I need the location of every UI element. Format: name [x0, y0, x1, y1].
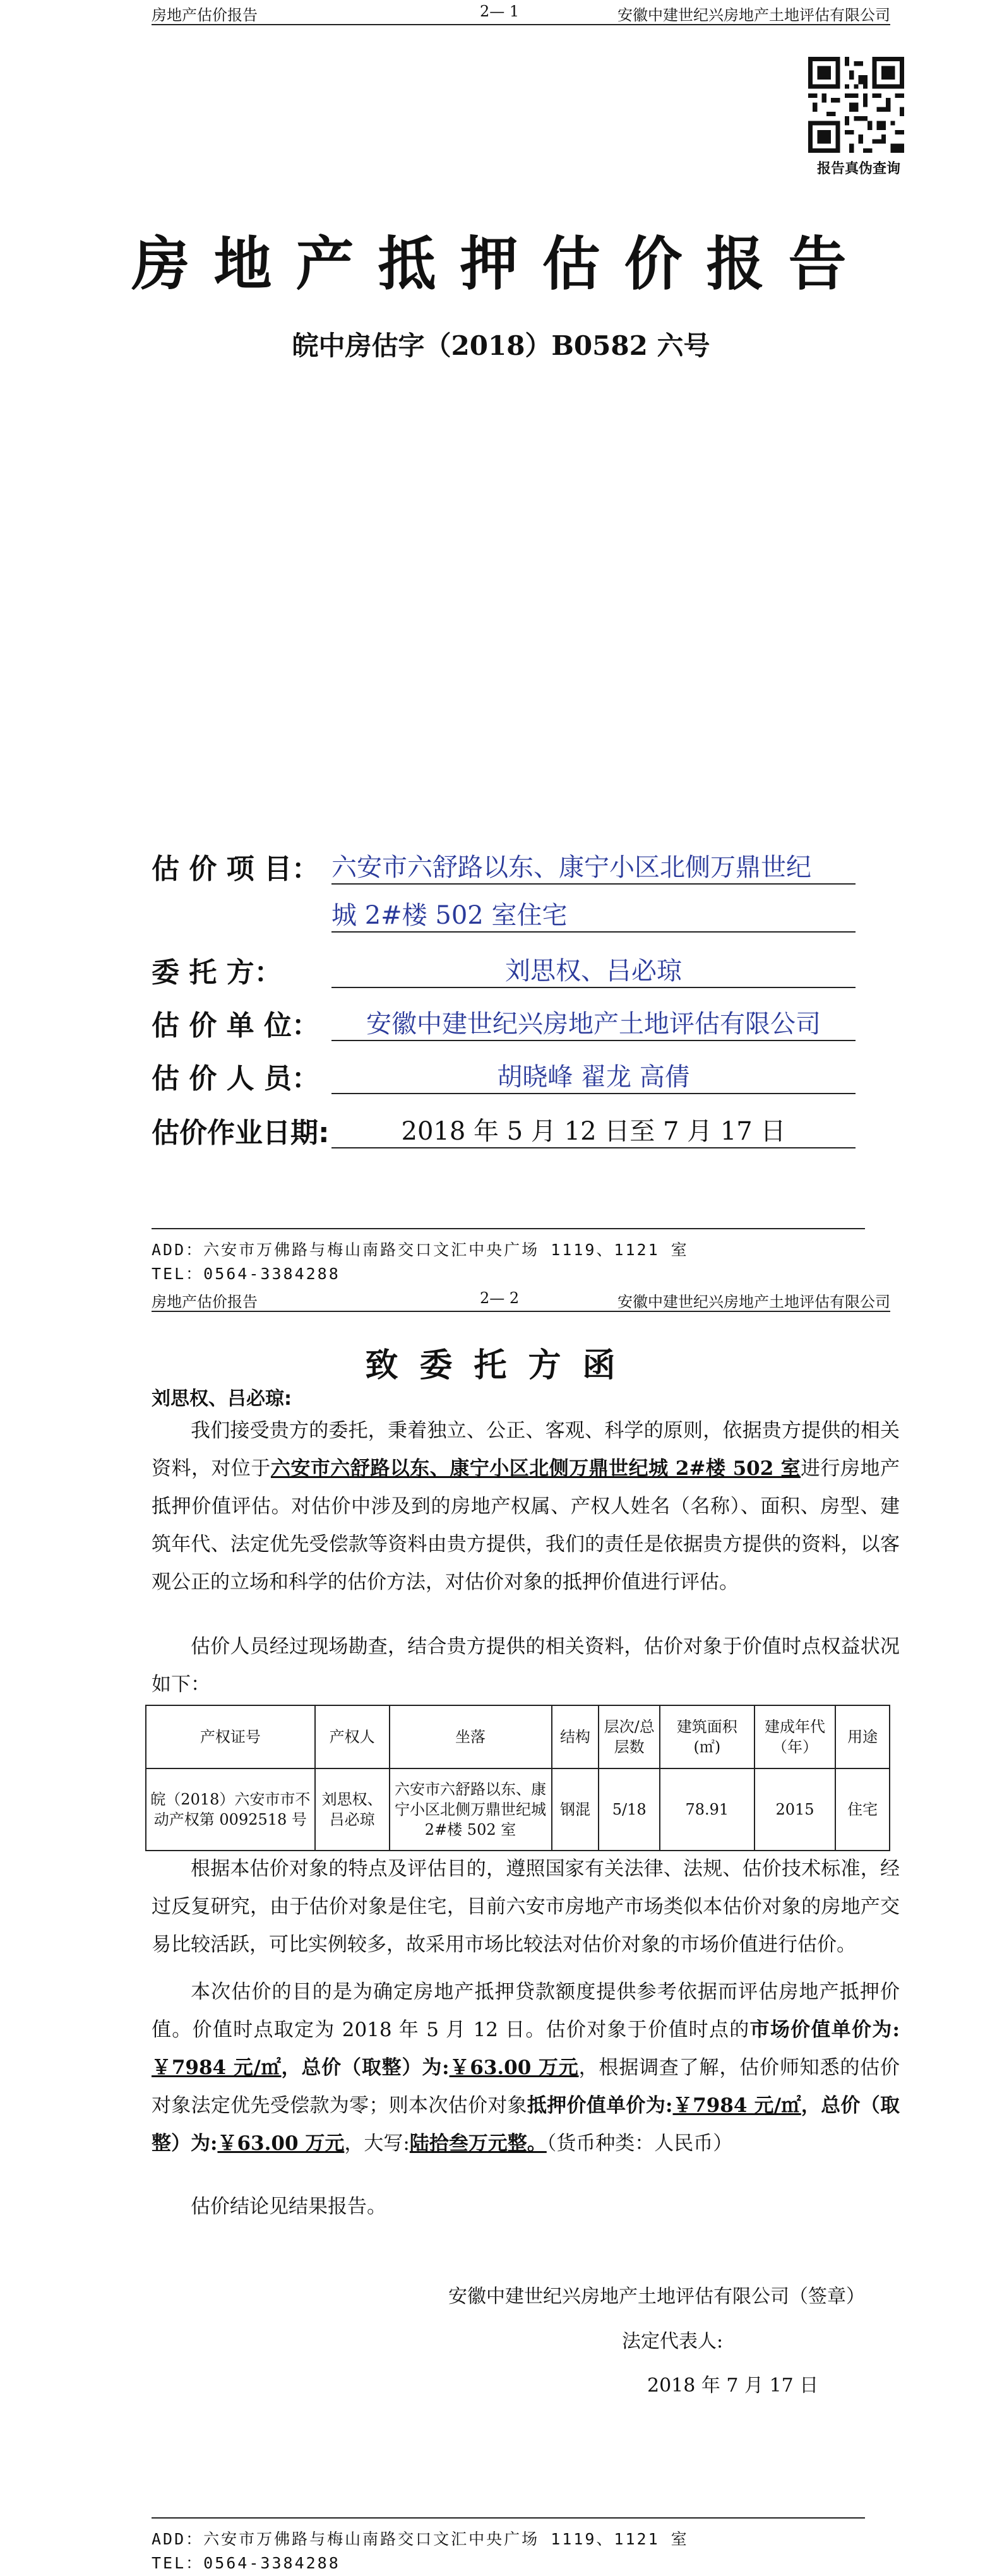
col-floor: 层次/总层数 [599, 1705, 659, 1768]
footer-address-2: ADD：六安市万佛路与梅山南路交口文汇中央广场 1119、1121 室 [152, 2530, 689, 2548]
header-left: 房地产估价报告 [152, 6, 258, 24]
cell-structure: 钢混 [552, 1768, 599, 1851]
cell-cert-no: 皖（2018）六安市市不动产权第 0092518 号 [146, 1768, 315, 1851]
table-row [146, 1768, 890, 1851]
cover-value-project-line1: 六安市六舒路以东、康宁小区北侧万鼎世纪 [331, 847, 856, 885]
paragraph-inspection: 估价人员经过现场勘查，结合贵方提供的相关资料，估价对象于价值时点权益状况如下： [152, 1635, 900, 1696]
cover-value-work-date: 2018 年 5 月 12 日至 7 月 17 日 [331, 1111, 856, 1148]
cover-label-work-date: 估价作业日期: [152, 1117, 330, 1149]
header-left: 房地产估价报告 [152, 1293, 258, 1311]
report-title: 房地产抵押估价报告 [131, 230, 871, 298]
market-total-price: ￥63.00 万元 [449, 2056, 579, 2079]
amount-in-words: 陆拾叁万元整。 [409, 2132, 547, 2155]
footer-divider-2 [152, 2517, 865, 2519]
col-built-year: 建成年代（年） [754, 1705, 836, 1768]
header-right: 安徽中建世纪兴房地产土地评估有限公司 [617, 6, 890, 24]
table-header-row [146, 1705, 890, 1768]
signature-company: 安徽中建世纪兴房地产土地评估有限公司（签章） [448, 2286, 865, 2308]
col-location: 坐落 [390, 1705, 552, 1768]
cell-built-year: 2015 [754, 1768, 836, 1851]
footer-address: ADD：六安市万佛路与梅山南路交口文汇中央广场 1119、1121 室 [152, 1241, 689, 1259]
market-unit-price: ￥7984 元/㎡ [152, 2056, 282, 2079]
cover-value-appraiser-org: 安徽中建世纪兴房地产土地评估有限公司 [331, 1004, 856, 1041]
cover-value-appraisers: 胡晓峰 翟龙 高倩 [331, 1057, 856, 1094]
mortgage-unit-price: ￥7984 元/㎡ [672, 2094, 801, 2117]
qr-caption: 报告真伪查询 [816, 161, 900, 177]
cover-value-client: 刘思权、吕必琼 [331, 951, 856, 988]
cover-label-client: 委 托 方： [152, 957, 282, 989]
paragraph-see-report: 估价结论见结果报告。 [191, 2195, 386, 2218]
cover-label-project: 估 价 项 目： [152, 853, 319, 885]
signature-legal-rep: 法定代表人: [622, 2330, 724, 2352]
page-header [152, 0, 890, 25]
letter-title: 致委托方函 [365, 1347, 637, 1385]
qr-code-icon[interactable] [808, 57, 904, 153]
header-page-number: 2— 2 [480, 1289, 520, 1307]
cover-value-project-line2: 城 2#楼 502 室住宅 [331, 895, 856, 933]
cell-location: 六安市六舒路以东、康宁小区北侧万鼎世纪城 2#楼 502 室 [390, 1768, 552, 1851]
cell-owner: 刘思权、吕必琼 [315, 1768, 390, 1851]
footer-tel-2: TEL：0564-3384288 [152, 2554, 340, 2572]
property-address: 六安市六舒路以东、康宁小区北侧万鼎世纪城 2#楼 502 室 [270, 1457, 801, 1480]
document-number: 皖中房估字（2018）B0582 六号 [292, 330, 710, 361]
cover-label-appraisers: 估 价 人 员： [152, 1063, 319, 1095]
paragraph-conclusion: 本次估价的目的是为确定房地产抵押贷款额度提供参考依据而评估房地产抵押价值。价值时点取定为 2018 年 5 月 12 日。估价对象于价值时点的市场价值单价为:￥7984 元/㎡，总价（取整）为:￥63.00 万元，根据调查了解，估价师知悉的估价对象法定优先受偿款为零；则本次估价对象抵押价值单价为:￥7984 元/㎡，总价（取整）为:￥63.00 万元，大写:陆拾叁万元整。（货币种类：人民币） [152, 1981, 900, 2155]
cell-floor: 5/18 [599, 1768, 659, 1851]
col-area: 建筑面积(㎡) [660, 1705, 754, 1768]
salutation: 刘思权、吕必琼: [152, 1388, 292, 1410]
cell-area: 78.91 [660, 1768, 754, 1851]
footer-divider [152, 1228, 865, 1229]
header-right: 安徽中建世纪兴房地产土地评估有限公司 [617, 1293, 890, 1311]
paragraph-intro: 我们接受贵方的委托，秉着独立、公正、客观、科学的原则，依据贵方提供的相关资料，对位于六安市六舒路以东、康宁小区北侧万鼎世纪城 2#楼 502 室进行房地产抵押价值评估。对估价中涉及到的房地产权属、产权人姓名（名称）、面积、房型、建筑年代、法定优先受偿款等资料由贵方提供，我们的责任是依据贵方提供的资料，以客观公正的立场和科学的估价方法，对估价对象的抵押价值进行评估。 [152, 1419, 900, 1594]
paragraph-method: 根据本估价对象的特点及评估目的，遵照国家有关法律、法规、估价技术标准，经过反复研究，由于估价对象是住宅，目前六安市房地产市场类似本估价对象的房地产交易比较活跃，可比实例较多，故采用市场比较法对估价对象的市场价值进行估价。 [152, 1857, 900, 1956]
header-page-number: 2— 1 [480, 3, 520, 20]
signature-date: 2018 年 7 月 17 日 [647, 2375, 819, 2397]
footer-tel: TEL：0564-3384288 [152, 1265, 340, 1283]
property-rights-table [145, 1705, 890, 1851]
col-usage: 用途 [835, 1705, 890, 1768]
cell-usage: 住宅 [835, 1768, 890, 1851]
col-structure: 结构 [552, 1705, 599, 1768]
mortgage-total-price: ￥63.00 万元 [217, 2132, 345, 2155]
cover-label-appraiser-org: 估 价 单 位： [152, 1010, 319, 1042]
col-owner: 产权人 [315, 1705, 390, 1768]
col-cert-no: 产权证号 [146, 1705, 315, 1768]
page-header-2 [152, 1287, 890, 1312]
